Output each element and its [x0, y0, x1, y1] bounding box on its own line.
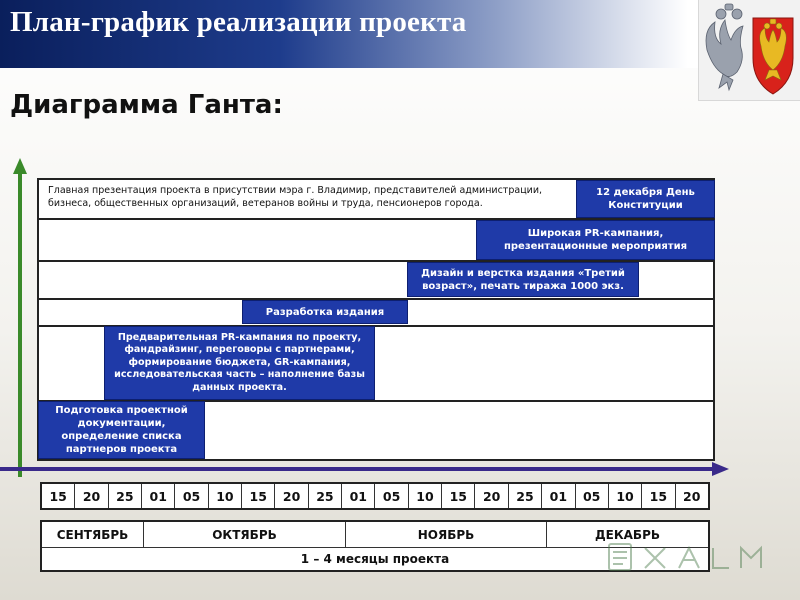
gantt-bar: Предварительная PR-кампания по проекту, фандрайзинг, переговоры с партнерами, формирование бюджета, GR-кампания, исследовательская часть – наполнение базы данных проекта. [104, 326, 375, 400]
x-tick-label: 25 [109, 484, 142, 508]
x-tick-label: 10 [409, 484, 442, 508]
gantt-bar: 12 декабря День Конституции [576, 180, 715, 218]
x-tick-label: 25 [309, 484, 342, 508]
y-axis-arrow [13, 158, 27, 174]
x-tick-label: 10 [209, 484, 242, 508]
x-tick-label: 20 [75, 484, 108, 508]
gantt-annotation: Главная презентация проекта в присутствии мэра г. Владимир, представителей администрации, бизнеса, общественных организаций, ветеранов войны и труда, пенсионеров города. [48, 185, 543, 210]
x-tick-label: 05 [576, 484, 609, 508]
x-tick-label: 10 [609, 484, 642, 508]
x-tick-label: 15 [42, 484, 75, 508]
x-tick-label: 01 [142, 484, 175, 508]
x-tick-label: 15 [442, 484, 475, 508]
x-tick-label: 15 [242, 484, 275, 508]
month-label: ДЕКАБРЬ [594, 527, 661, 542]
gantt-bar: Дизайн и верстка издания «Третий возраст», печать тиража 1000 экз. [407, 262, 639, 297]
gantt-bar: Подготовка проектной документации, определение списка партнеров проекта [38, 401, 205, 459]
page-title: План-график реализации проекта [10, 6, 467, 38]
chart-title: Диаграмма Ганта: [10, 90, 283, 120]
x-tick-label: 05 [375, 484, 408, 508]
x-axis-arrow [712, 462, 729, 476]
month-label: НОЯБРЬ [346, 522, 547, 547]
x-tick-label: 15 [642, 484, 675, 508]
emblem-panel [698, 0, 800, 101]
x-tick-label: 25 [509, 484, 542, 508]
x-tick-label: 05 [175, 484, 208, 508]
x-tick-label: 01 [542, 484, 575, 508]
watermark-logo-icon [605, 538, 775, 578]
x-tick-label: 20 [683, 488, 701, 504]
x-tick-label: 20 [475, 484, 508, 508]
x-axis [0, 467, 714, 471]
month-label: ОКТЯБРЬ [144, 522, 346, 547]
x-tick-label: 01 [342, 484, 375, 508]
x-tick-row [40, 482, 710, 510]
gantt-bar: Разработка издания [242, 300, 408, 324]
y-axis [18, 172, 22, 477]
x-tick-label: 20 [275, 484, 308, 508]
coat-of-arms-icon [699, 0, 800, 100]
month-label: СЕНТЯБРЬ [42, 522, 144, 547]
gantt-bar: Широкая PR-кампания, презентационные мероприятия [476, 220, 715, 260]
duration-label: 1 – 4 месяцы проекта [300, 552, 450, 566]
